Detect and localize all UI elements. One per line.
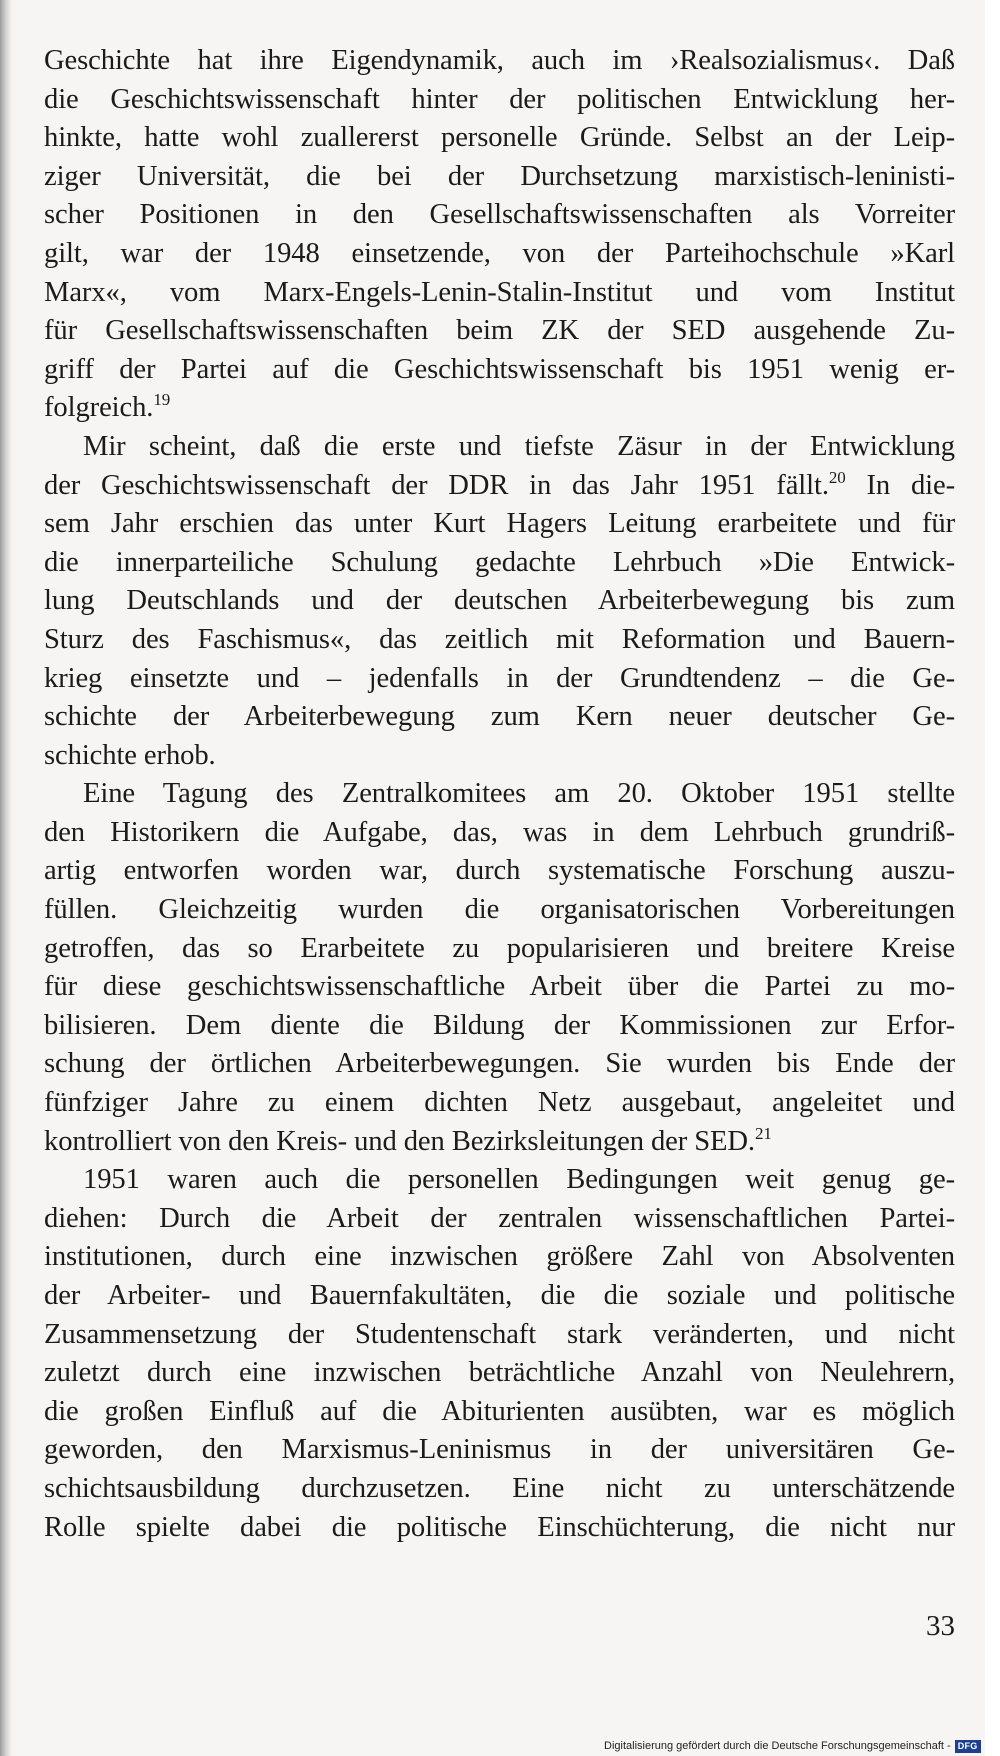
text-line: Zusammensetzung der Studentenschaft stark veränderten, und nicht — [44, 1318, 955, 1350]
paragraph-2 — [44, 428, 955, 775]
text-line: bilisieren. Dem diente die Bildung der Kommissionen zur Erfor- — [44, 1009, 955, 1041]
text-line: Geschichte hat ihre Eigendynamik, auch im ›Realsozialismus‹. Daß — [44, 45, 955, 76]
footnote-marker: 19 — [153, 390, 171, 410]
text-line: scher Positionen in den Gesellschaftswissenschaften als Vorreiter — [44, 199, 955, 231]
text-fragment: kontrolliert von den Kreis- und den Bezirksleitungen der SED. — [44, 1125, 755, 1157]
text-line: füllen. Gleichzeitig wurden die organisatorischen Vorbereitungen — [44, 894, 955, 926]
text-line: schichte erhob. — [44, 739, 216, 771]
text-line: schichtsausbildung durchzusetzen. Eine nicht zu unterschätzende — [44, 1472, 955, 1504]
page-number: 33 — [926, 1610, 955, 1642]
text-line: artig entworfen worden war, durch systematische Forschung auszu- — [44, 855, 955, 887]
text-line: schichte der Arbeiterbewegung zum Kern neuer deutscher Ge- — [44, 701, 955, 733]
paragraph-1 — [44, 42, 955, 428]
text-line: Mir scheint, daß die erste und tiefste Zäsur in der Entwicklung — [83, 430, 955, 462]
text-fragment: folgreich. — [44, 392, 154, 424]
text-line: Marx«, vom Marx-Engels-Lenin-Stalin-Institut und vom Institut — [44, 276, 955, 308]
text-line — [44, 389, 955, 428]
text-line: sem Jahr erschien das unter Kurt Hagers Leitung erarbeitete und für — [44, 508, 955, 540]
text-line — [44, 467, 955, 506]
paragraph-4 — [44, 1161, 955, 1547]
text-line: zuletzt durch eine inzwischen beträchtliche Anzahl von Neulehrern, — [44, 1357, 955, 1389]
text-line: lung Deutschlands und der deutschen Arbeiterbewegung bis zum — [44, 585, 955, 617]
text-line: die innerparteiliche Schulung gedachte Lehrbuch »Die Entwick- — [44, 546, 955, 578]
text-line: Eine Tagung des Zentralkomitees am 20. Oktober 1951 stellte — [83, 778, 955, 810]
text-line: schung der örtlichen Arbeiterbewegungen. Sie wurden bis Ende der — [44, 1048, 955, 1080]
text-line: krieg einsetzte und – jedenfalls in der Grundtendenz – die Ge- — [44, 662, 955, 694]
credit-text: Digitalisierung gefördert durch die Deutsche Forschungsgemeinschaft - — [604, 1740, 951, 1752]
text-line: hinkte, hatte wohl zuallererst personelle Gründe. Selbst an der Leip- — [44, 122, 955, 154]
text-line: für Gesellschaftswissenschaften beim ZK der SED ausgehende Zu- — [44, 315, 955, 347]
text-line: ziger Universität, die bei der Durchsetzung marxistisch-leninisti- — [44, 160, 955, 192]
footnote-marker: 20 — [828, 467, 846, 487]
text-fragment: der Geschichtswissenschaft der DDR in das Jahr 1951 fällt. — [44, 469, 829, 501]
body-text — [44, 42, 955, 1547]
text-line: geworden, den Marxismus-Leninismus in der universitären Ge- — [44, 1434, 955, 1466]
text-line: griff der Partei auf die Geschichtswissenschaft bis 1951 wenig er- — [44, 353, 955, 385]
text-line: fünfziger Jahre zu einem dichten Netz ausgebaut, angeleitet und — [44, 1087, 955, 1119]
dfg-logo-icon: DFG — [955, 1740, 981, 1753]
text-line — [44, 1123, 955, 1162]
text-line: getroffen, das so Erarbeitete zu popularisieren und breitere Kreise — [44, 932, 955, 964]
text-line: den Historikern die Aufgabe, das, was in dem Lehrbuch grundriß- — [44, 816, 955, 848]
text-line: die großen Einfluß auf die Abiturienten ausübten, war es möglich — [44, 1395, 955, 1427]
text-line: für diese geschichtswissenschaftliche Arbeit über die Partei zu mo- — [44, 971, 955, 1003]
text-line: Rolle spielte dabei die politische Einschüchterung, die nicht nur — [44, 1511, 955, 1543]
text-line: Sturz des Faschismus«, das zeitlich mit Reformation und Bauern- — [44, 623, 955, 655]
footnote-marker: 21 — [754, 1123, 772, 1143]
text-line: 1951 waren auch die personellen Bedingungen weit genug ge- — [83, 1164, 955, 1196]
digitization-credit — [604, 1738, 981, 1754]
text-line: diehen: Durch die Arbeit der zentralen wissenschaftlichen Partei- — [44, 1202, 955, 1234]
paragraph-3 — [44, 775, 955, 1161]
text-line: gilt, war der 1948 einsetzende, von der Parteihochschule »Karl — [44, 237, 955, 269]
text-line: institutionen, durch eine inzwischen größere Zahl von Absolventen — [44, 1241, 955, 1273]
text-line: der Arbeiter- und Bauernfakultäten, die die soziale und politische — [44, 1280, 955, 1311]
text-fragment: In die- — [845, 469, 955, 501]
text-line: die Geschichtswissenschaft hinter der politischen Entwicklung her- — [44, 83, 955, 115]
book-gutter-shadow — [0, 0, 12, 1756]
page-right-margin — [985, 0, 1000, 1756]
